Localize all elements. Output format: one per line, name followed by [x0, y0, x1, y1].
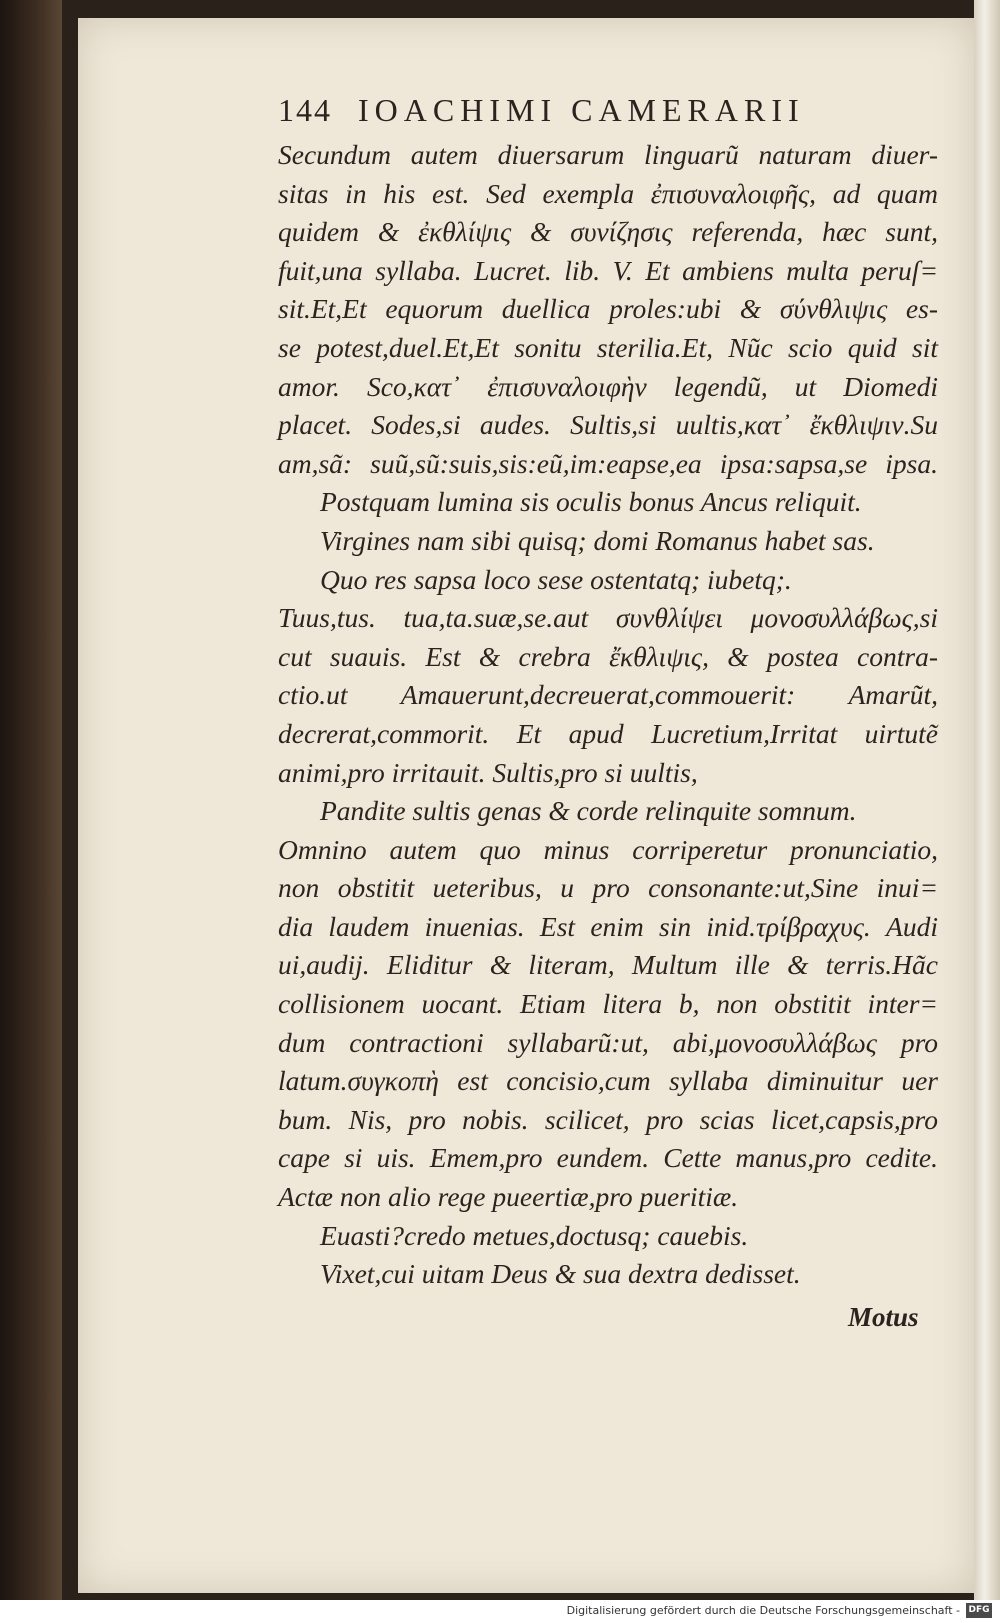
- text-line: placet. Sodes,si audes. Sultis,si uultis,κατ᾿ ἔκθλιψιν.Su: [278, 409, 938, 441]
- verse-line: Pandite sultis genas & corde relinquite somnum.: [320, 795, 857, 827]
- text-line: animi,pro irritauit. Sultis,pro si uultis,: [278, 756, 698, 788]
- text-line: Omnino autem quo minus corriperetur pronunciatio,: [278, 833, 938, 865]
- text-line: amor. Sco,κατ᾿ ἐπισυναλοιφὴν legendũ, ut Diomedi: [278, 370, 938, 402]
- page-number: 144: [278, 92, 332, 128]
- verse-line: Postquam lumina sis oculis bonus Ancus reliquit.: [320, 486, 862, 518]
- running-head-title: IOACHIMI CAMERARII: [358, 92, 805, 128]
- text-line: Actæ non alio rege pueertiæ,pro pueritiæ.: [278, 1181, 739, 1213]
- text-line: dia laudem inuenias. Est enim sin inid.τρίβραχυς. Audi: [278, 910, 938, 942]
- text-line: sitas in his est. Sed exempla ἐπισυναλοιφῆς, ad quam: [278, 177, 938, 209]
- text-line: Secundum autem diuersarum linguarũ naturam diuer-: [278, 139, 938, 170]
- running-header: [278, 92, 918, 129]
- text-line: bum. Nis, pro nobis. scilicet, pro scias licet,capsis,pro: [278, 1103, 938, 1135]
- text-line: se potest,duel.Et,Et sonitu sterilia.Et, Nũc scio quid sit: [278, 331, 938, 363]
- catchword: Motus: [848, 1302, 919, 1332]
- footer-credit: Digitalisierung gefördert durch die Deutsche Forschungsgemeinschaft -: [566, 1604, 960, 1617]
- book-spine: [0, 0, 62, 1600]
- verse-line: Virgines nam sibi quisq; domi Romanus habet sas.: [320, 524, 875, 556]
- text-line: am,sã: suũ,sũ:suis,sis:eũ,im:eapse,ea ipsa:sapsa,se ipsa.: [278, 447, 938, 479]
- text-line: cut suauis. Est & crebra ἔκθλιψις, & postea contra-: [278, 640, 938, 672]
- text-line: decrerat,commorit. Et apud Lucretium,Irritat uirtutẽ: [278, 717, 938, 749]
- verse-line: Vixet,cui uitam Deus & sua dextra dedisset.: [320, 1258, 801, 1290]
- verse-line: Euasti?credo metues,doctusq; cauebis.: [320, 1219, 749, 1251]
- text-line: collisionem uocant. Etiam litera b, non obstitit inter=: [278, 988, 938, 1020]
- text-line: latum.συγκοπὴ est concisio,cum syllaba diminuitur uer: [278, 1065, 938, 1097]
- verse-line: Quo res sapsa loco sese ostentatq; iubetq;.: [320, 563, 792, 595]
- text-line: Tuus,tus. tua,ta.suæ,se.aut συνθλίψει μονοσυλλάβως,si: [278, 602, 938, 634]
- text-line: ui,audij. Eliditur & literam, Multum ille & terris.Hãc: [278, 949, 938, 981]
- text-line: cape si uis. Emem,pro eundem. Cette manus,pro cedite.: [278, 1142, 938, 1174]
- text-line: ctio.ut Amauerunt,decreuerat,commouerit: Amarũt,: [278, 679, 938, 711]
- text-line: sit.Et,Et equorum duellica proles:ubi & σύνθλιψις es-: [278, 293, 938, 325]
- dfg-logo: DFG: [966, 1603, 992, 1618]
- text-line: quidem & ἐκθλίψις & συνίζησις referenda, hæc sunt,: [278, 216, 938, 248]
- footer-bar: [0, 1600, 1000, 1623]
- body-text: [278, 136, 938, 1294]
- text-line: fuit,una syllaba. Lucret. lib. V. Et ambiens multa peruſ=: [278, 254, 938, 286]
- text-line: non obstitit ueteribus, u pro consonante:ut,Sine inui=: [278, 872, 938, 904]
- page-edge: [974, 0, 1000, 1600]
- text-line: dum contractioni syllabarũ:ut, abi,μονοσυλλάβως pro: [278, 1026, 938, 1058]
